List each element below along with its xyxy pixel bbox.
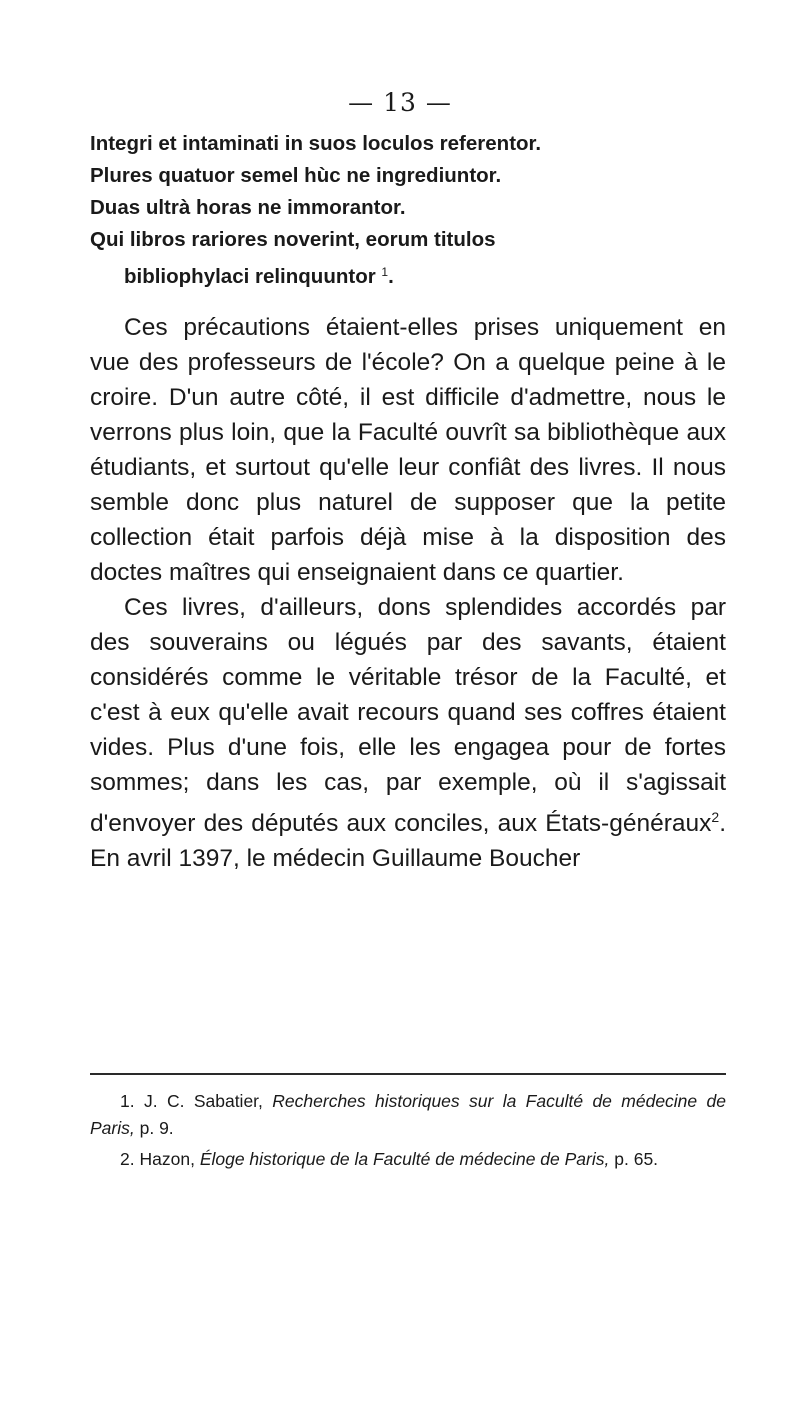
paragraph-text-continued: . En avril 1397, le médecin Guillaume Boucher (90, 810, 726, 872)
footnote-ref-1[interactable]: 1 (381, 265, 389, 279)
body-text (90, 310, 726, 876)
footnote-author: Hazon, (139, 1149, 195, 1169)
footnote-title: Recherches historiques sur la Faculté de médecine de Paris, (90, 1091, 726, 1138)
paragraph: Ces précautions étaient-elles prises uniquement en vue des professeurs de l'école? On a quelque peine à le croire. D'un autre côté, il est difficile d'admettre, nous le verrons plus loin, que la Faculté ouvrît sa bibliothèque aux étudiants, et surtout qu'elle leur confiât des livres. Il nous semble donc plus naturel de supposer que la petite collection était parfois déjà mise à la disposition des doctes maîtres qui enseignaient dans ce quartier. (90, 314, 726, 586)
footnote-marker: 2. (120, 1149, 135, 1169)
verse-line: Qui libros rariores noverint, eorum titulos (90, 228, 496, 251)
verse-line: Plures quatuor semel hùc ne ingrediuntor. (90, 164, 502, 187)
verse-line-text: bibliophylaci relinquuntor (124, 265, 376, 288)
verse-line (90, 256, 730, 293)
footnote-page: p. 65. (614, 1149, 659, 1169)
footnote-marker: 1. (120, 1091, 135, 1111)
footnote-title: Éloge historique de la Faculté de médecine de Paris, (199, 1149, 610, 1169)
footnote-1 (90, 1088, 726, 1142)
paragraph (90, 590, 726, 876)
footnote-ref-2[interactable]: 2 (711, 809, 720, 825)
verse-line-tail: . (388, 265, 394, 288)
footnote-divider (90, 1073, 726, 1075)
footnote-2 (90, 1146, 726, 1173)
verse-line: Duas ultrà horas ne immorantor. (90, 196, 406, 219)
latin-verse-block (90, 128, 730, 293)
footnote-author: J. C. Sabatier, (143, 1091, 263, 1111)
page-number: — 13 — (348, 88, 452, 117)
footnotes (90, 1088, 726, 1177)
paragraph-text: Ces livres, d'ailleurs, dons splendides accordés par des souverains ou légués par des savants, étaient considérés comme le véritable trésor de la Faculté, et c'est à eux qu'elle avait recours quand ses coffres étaient vides. Plus d'une fois, elle les engagea pour de fortes sommes; dans les cas, par exemple, où il s'agissait d'envoyer des députés aux conciles, aux États-généraux (90, 594, 726, 837)
footnote-page: p. 9. (139, 1118, 174, 1138)
verse-line: Integri et intaminati in suos loculos referentor. (90, 132, 542, 155)
